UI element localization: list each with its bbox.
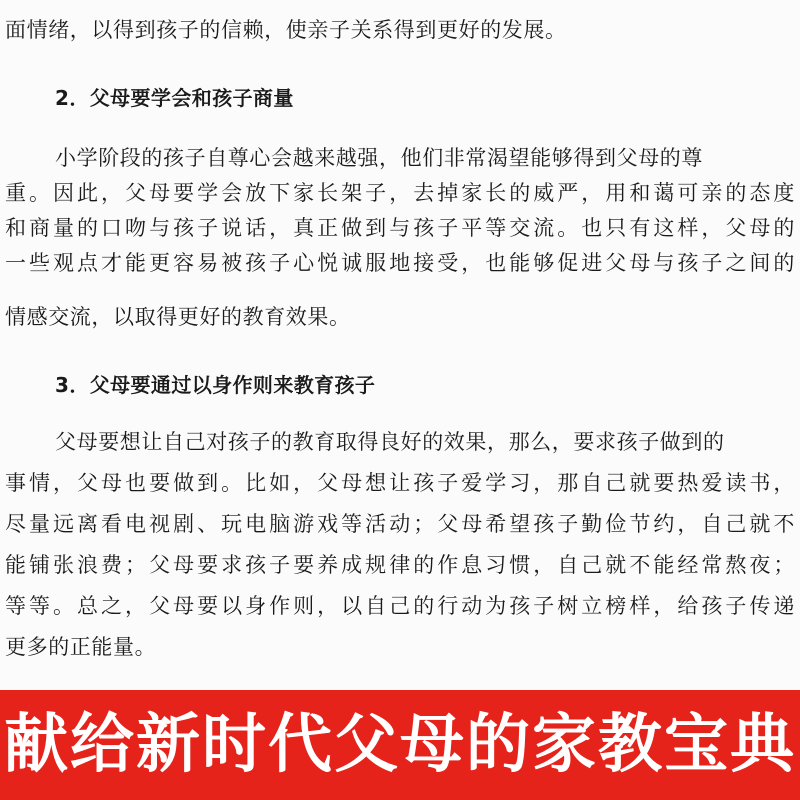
section-heading-3: 3．父母要通过以身作则来教育孩子 (55, 373, 376, 397)
text-line: 重。因此，父母要学会放下家长架子，去掉家长的威严，用和蔼可亲的态度 (5, 181, 795, 205)
text-line: 父母要想让自己对孩子的教育取得良好的效果，那么，要求孩子做到的 (55, 430, 725, 454)
text-line: 尽量远离看电视剧、玩电脑游戏等活动；父母希望孩子勤俭节约，自己就不 (5, 512, 795, 536)
text-line: 情感交流，以取得更好的教育效果。 (5, 305, 351, 329)
text-line: 小学阶段的孩子自尊心会越来越强，他们非常渴望能够得到父母的尊 (55, 146, 703, 170)
banner-slogan: 献给新时代父母的家教宝典 (4, 708, 796, 782)
promo-banner (0, 690, 800, 800)
text-line: 等等。总之，父母要以身作则，以自己的行动为孩子树立榜样，给孩子传递 (5, 594, 795, 618)
text-line: 能铺张浪费；父母要求孩子要养成规律的作息习惯，自己就不能经常熬夜； (5, 553, 795, 577)
text-line: 一些观点才能更容易被孩子心悦诚服地接受，也能够促进父母与孩子之间的 (5, 251, 795, 275)
text-line: 更多的正能量。 (5, 635, 157, 659)
text-line: 事情，父母也要做到。比如，父母想让孩子爱学习，那自己就要热爱读书， (5, 471, 795, 495)
text-line: 和商量的口吻与孩子说话，真正做到与孩子平等交流。也只有这样，父母的 (5, 216, 795, 240)
text-line: 面情绪，以得到孩子的信赖，使亲子关系得到更好的发展。 (5, 18, 567, 42)
section-heading-2: 2．父母要学会和孩子商量 (55, 86, 294, 110)
